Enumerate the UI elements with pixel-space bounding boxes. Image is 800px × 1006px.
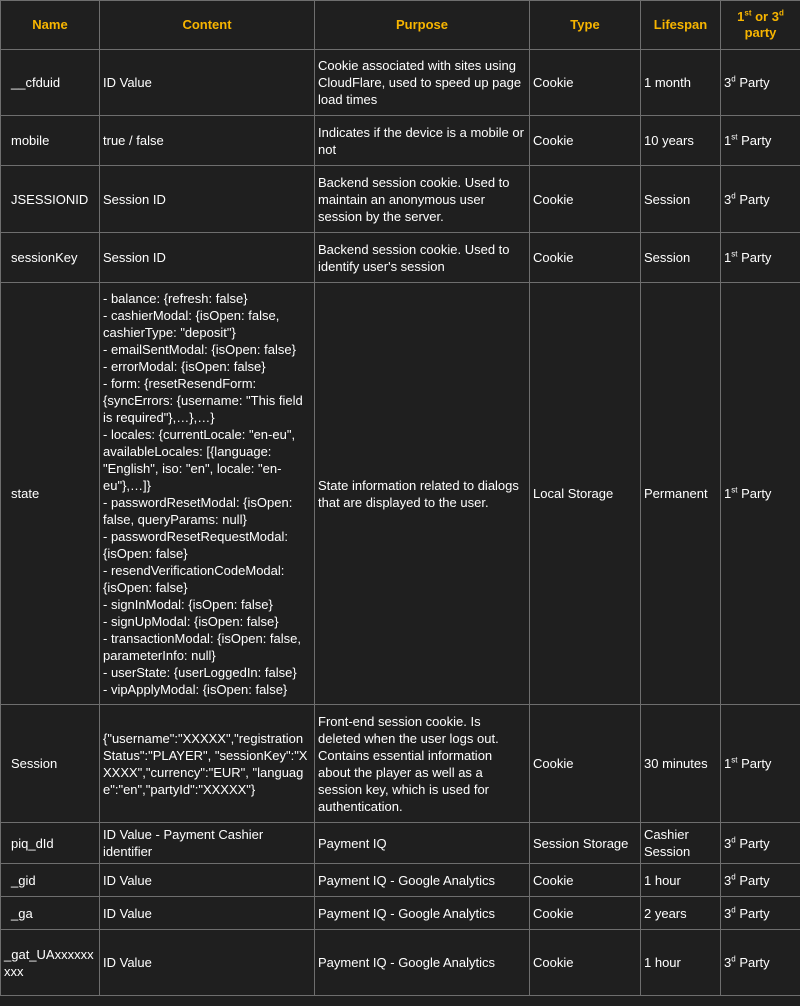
party-sup: st <box>731 485 738 495</box>
cell-party <box>721 50 800 116</box>
cell-party <box>721 864 800 897</box>
cell-type: Cookie <box>530 116 641 166</box>
party-sup: st <box>731 755 738 765</box>
party-word: Party <box>739 872 770 888</box>
party-num: 1 <box>724 250 732 265</box>
cell-purpose: Indicates if the device is a mobile or not <box>315 116 530 166</box>
cell-purpose: Cookie associated with sites using CloudFlare, used to speed up page load times <box>315 50 530 116</box>
header-type: Type <box>530 1 641 50</box>
cell-name: _ga <box>1 897 100 930</box>
party-sup: st <box>731 132 738 142</box>
cell-lifespan: Session <box>641 166 721 233</box>
header-party-or3: or 3 <box>751 9 779 24</box>
header-lifespan: Lifespan <box>641 1 721 50</box>
cell-content: ID Value - Payment Cashier identifier <box>100 823 315 864</box>
party-word: Party <box>741 486 772 501</box>
cell-content: ID Value <box>100 864 315 897</box>
party-sup: st <box>731 249 738 259</box>
cell-name: state <box>1 283 100 705</box>
party-num: 3 <box>724 75 732 90</box>
cell-content: Session ID <box>100 233 315 283</box>
party-word: Party <box>741 756 772 771</box>
party-word: Party <box>739 835 770 851</box>
cell-party <box>721 283 800 705</box>
party-sup: d <box>731 74 736 84</box>
cell-lifespan: 2 years <box>641 897 721 930</box>
cell-party <box>721 823 800 864</box>
party-word: Party <box>739 905 770 921</box>
table-row <box>1 823 800 864</box>
cell-lifespan: Session <box>641 233 721 283</box>
party-num: 3 <box>724 955 732 970</box>
cell-content: ID Value <box>100 897 315 930</box>
cell-party <box>721 897 800 930</box>
party-word: Party <box>739 191 770 207</box>
cell-lifespan: 1 month <box>641 50 721 116</box>
cell-purpose: Front-end session cookie. Is deleted when the user logs out. Contains essential information about the player as well as a session key, which is used for authentication. <box>315 705 530 823</box>
cell-purpose: Payment IQ - Google Analytics <box>315 930 530 996</box>
party-num: 1 <box>724 756 732 771</box>
cell-lifespan: 10 years <box>641 116 721 166</box>
table-row <box>1 897 800 930</box>
cell-name: Session <box>1 705 100 823</box>
header-party-3-sup: d <box>778 8 784 18</box>
cell-content: true / false <box>100 116 315 166</box>
cell-lifespan: Permanent <box>641 283 721 705</box>
party-word: Party <box>741 250 772 265</box>
header-content: Content <box>100 1 315 50</box>
cell-name: _gat_UAxxxxxxxxx <box>1 930 100 996</box>
cell-type: Cookie <box>530 705 641 823</box>
cell-name: sessionKey <box>1 233 100 283</box>
party-num: 3 <box>724 872 732 888</box>
party-sup: d <box>731 835 736 845</box>
cell-party <box>721 705 800 823</box>
cell-name: JSESSIONID <box>1 166 100 233</box>
table-row <box>1 705 800 823</box>
cell-type: Cookie <box>530 50 641 116</box>
cell-name: mobile <box>1 116 100 166</box>
table-row <box>1 930 800 996</box>
cell-purpose: State information related to dialogs that are displayed to the user. <box>315 283 530 705</box>
cell-content: Session ID <box>100 166 315 233</box>
party-word: Party <box>739 955 770 970</box>
cell-purpose: Backend session cookie. Used to identify user's session <box>315 233 530 283</box>
table-row <box>1 166 800 233</box>
cell-purpose: Payment IQ - Google Analytics <box>315 864 530 897</box>
cell-name: __cfduid <box>1 50 100 116</box>
header-row <box>1 1 800 50</box>
cell-type: Cookie <box>530 166 641 233</box>
cell-content: ID Value <box>100 50 315 116</box>
party-word: Party <box>741 133 772 148</box>
cell-purpose: Payment IQ - Google Analytics <box>315 897 530 930</box>
cell-purpose: Payment IQ <box>315 823 530 864</box>
party-num: 3 <box>724 835 732 851</box>
party-sup: d <box>731 954 736 964</box>
cell-content: ID Value <box>100 930 315 996</box>
header-party-1-sup: st <box>744 8 752 18</box>
table-row <box>1 233 800 283</box>
cell-lifespan: 1 hour <box>641 864 721 897</box>
party-num: 1 <box>724 133 732 148</box>
header-party-1: 1 <box>737 9 745 24</box>
header-party <box>721 1 800 50</box>
cell-type: Session Storage <box>530 823 641 864</box>
cell-type: Cookie <box>530 233 641 283</box>
table-row <box>1 283 800 705</box>
cell-name: piq_dId <box>1 823 100 864</box>
cell-type: Cookie <box>530 930 641 996</box>
party-num: 1 <box>724 486 732 501</box>
cell-party <box>721 116 800 166</box>
cell-type: Local Storage <box>530 283 641 705</box>
cell-party <box>721 233 800 283</box>
table-row <box>1 864 800 897</box>
cell-purpose: Backend session cookie. Used to maintain an anonymous user session by the server. <box>315 166 530 233</box>
party-word: Party <box>739 75 770 90</box>
party-sup: d <box>731 872 736 882</box>
cell-lifespan: 1 hour <box>641 930 721 996</box>
cell-type: Cookie <box>530 897 641 930</box>
cell-party <box>721 166 800 233</box>
header-purpose: Purpose <box>315 1 530 50</box>
table-row <box>1 116 800 166</box>
cell-lifespan: 30 minutes <box>641 705 721 823</box>
header-party-word: party <box>744 25 777 40</box>
cell-type: Cookie <box>530 864 641 897</box>
party-num: 3 <box>724 191 732 207</box>
party-sup: d <box>731 191 736 201</box>
cell-party <box>721 930 800 996</box>
cell-content: - balance: {refresh: false} - cashierModal: {isOpen: false, cashierType: "deposit"} - emailSentModal: {isOpen: false} - errorModal: {isOpen: false} - form: {resetResendForm: {syncErrors: {username: "This field is required"},…},…} - locales: {currentLocale: "en-eu", availableLocales: [{language: "English", iso: "en", locale: "en-eu"},…]} - passwordResetModal: {isOpen: false, queryParams: null} - passwordResetRequestModal: {isOpen: false} - resendVerificationCodeModal: {isOpen: false} - signInModal: {isOpen: false} - signUpModal: {isOpen: false} - transactionModal: {isOpen: false, parameterInfo: null} - userState: {userLoggedIn: false} - vipApplyModal: {isOpen: false} <box>100 283 315 705</box>
party-sup: d <box>731 905 736 915</box>
cell-name: _gid <box>1 864 100 897</box>
party-num: 3 <box>724 905 732 921</box>
table-row <box>1 50 800 116</box>
cell-lifespan: Cashier Session <box>641 823 721 864</box>
cell-content: {"username":"XXXXX","registrationStatus":"PLAYER", "sessionKey":"XXXXX","currency":"EUR", "language":"en","partyId":"XXXXX"} <box>100 705 315 823</box>
header-name: Name <box>1 1 100 50</box>
